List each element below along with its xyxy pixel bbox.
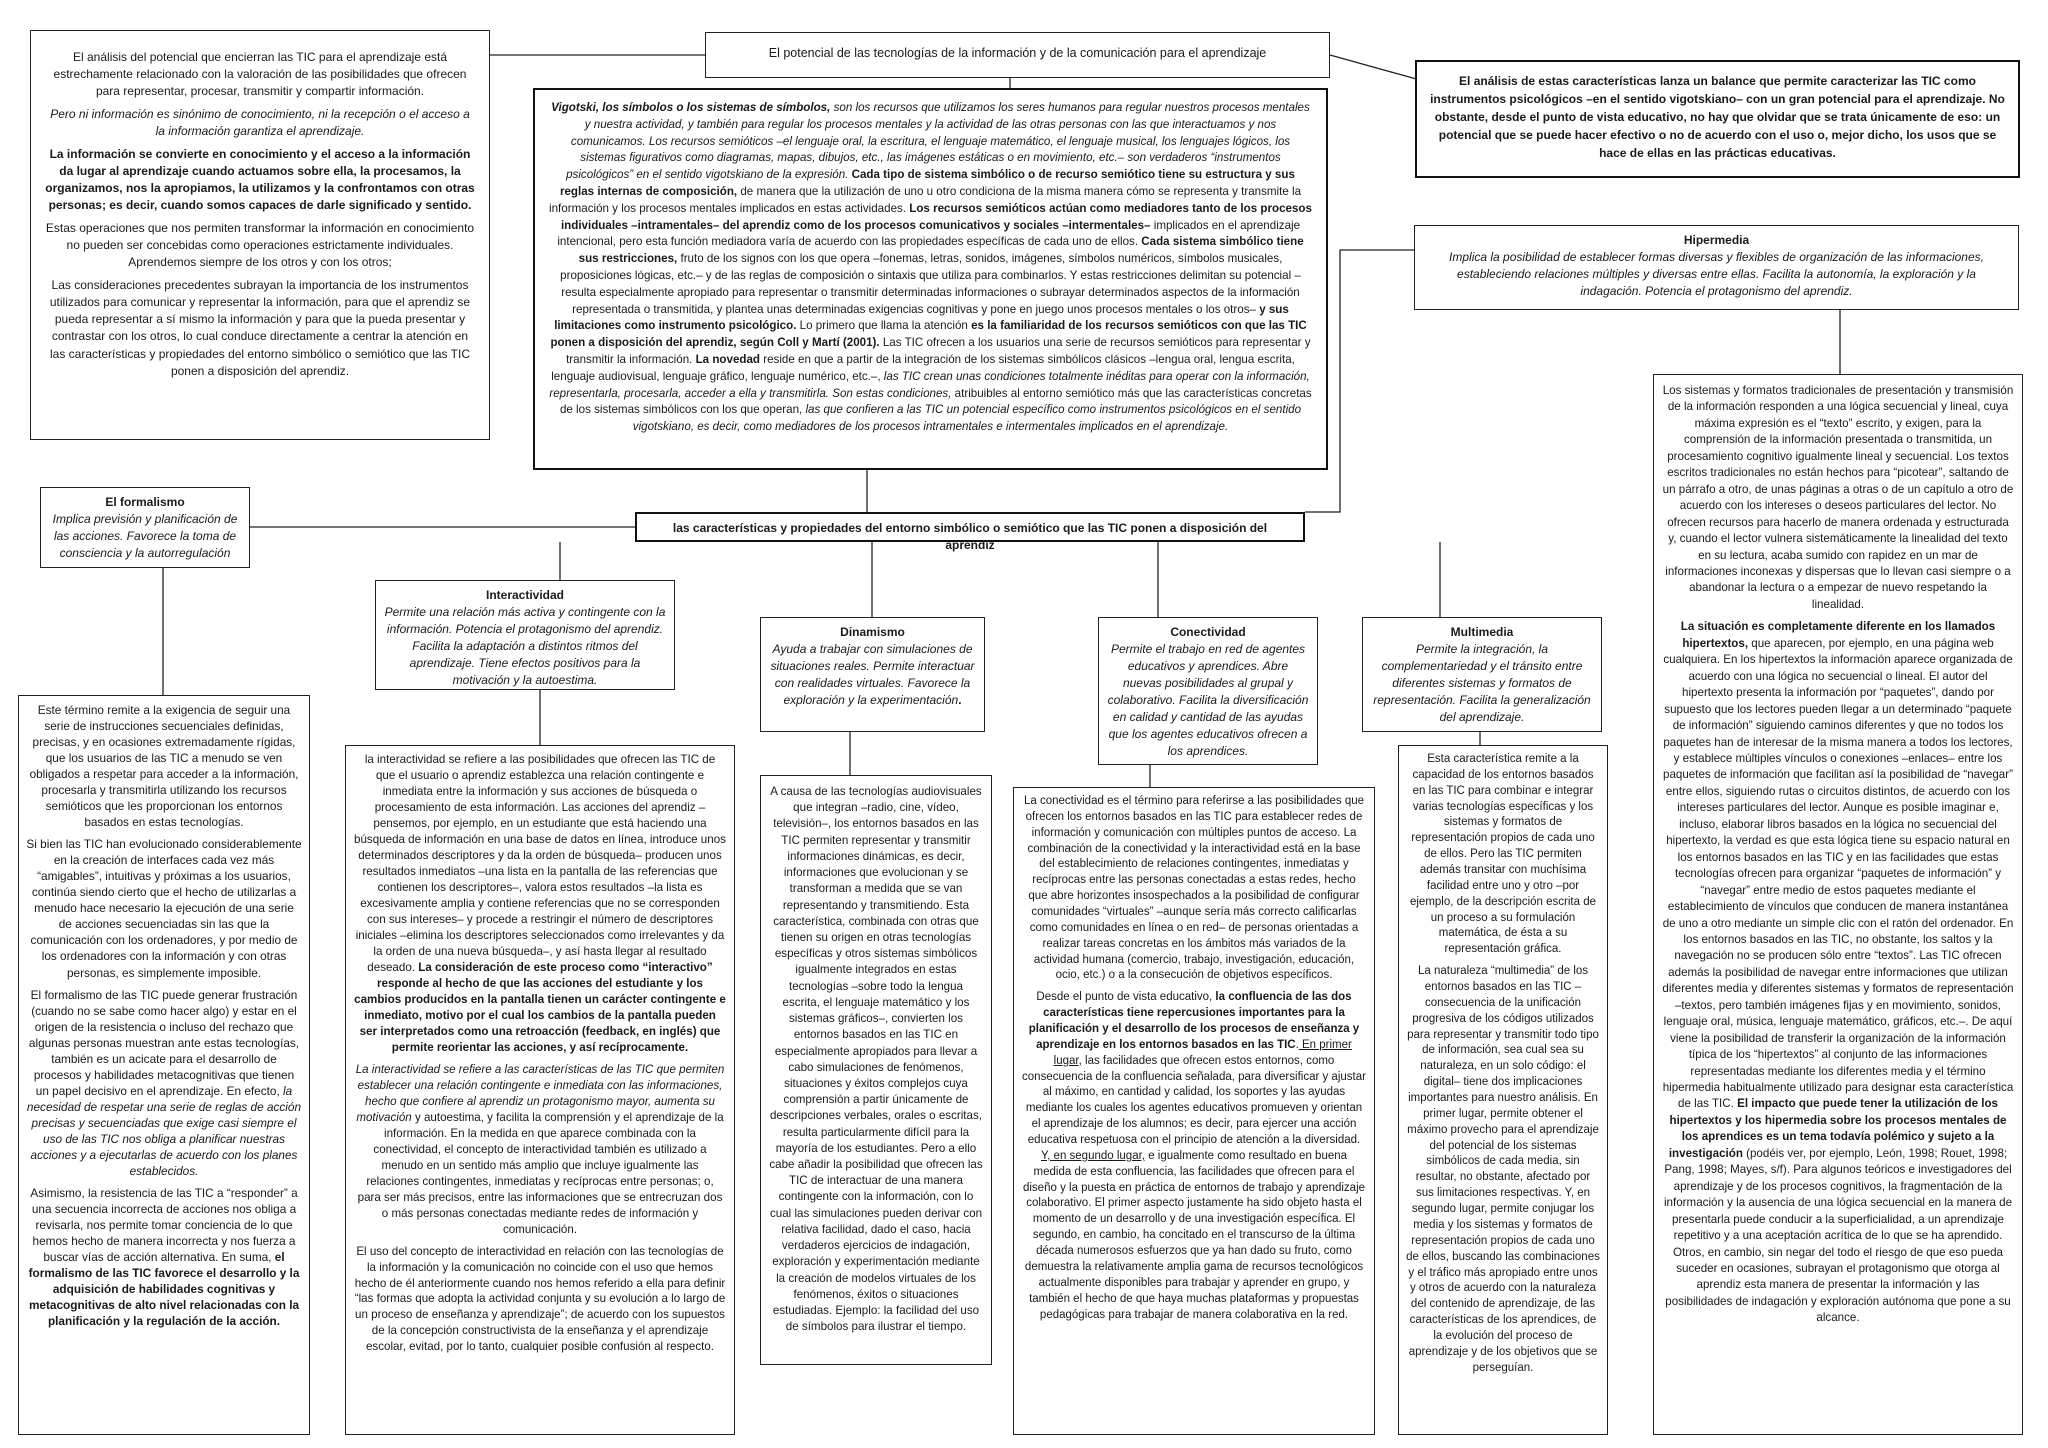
interactividad-header-box: [375, 580, 675, 690]
hipermedia-body-box: [1653, 374, 2023, 1435]
central-node-box: [635, 512, 1305, 553]
conectividad-d: .: [1295, 1038, 1299, 1051]
left-intro-box: [30, 30, 490, 440]
conectividad-title: Conectividad: [1170, 625, 1246, 639]
vigotski-s16: atribuibles al entorno semiótico más que las características concretas de los sistemas simbólicos con los que operan,: [559, 386, 1312, 417]
formalismo-f: el formalismo de las TIC favorece el desarrollo y la adquisición de habilidades cognitivas y metacognitivas de alto nivel relacionadas con la planificación y la regulación de la acción.: [28, 1250, 300, 1329]
interactividad-body-box: [345, 745, 735, 1435]
conectividad-header-box: [1098, 617, 1318, 765]
dinamismo-dot: .: [958, 693, 962, 708]
vigotski-s13: La novedad: [692, 352, 761, 366]
hipermedia-c: que aparecen, por ejemplo, en una página web cualquiera. En los hipertextos la información aparece organizada de acuerdo con una lógica no secuencial o lineal. El autor del hipertexto presenta la información por “paquetes”, dando por supuesto que los lectores pueden llegar a un determinado “paquete de información” siguiendo caminos diferentes y que no todos los paquetes han de interesar de la misma manera a todos los lectores, y establece múltiples vínculos o conexiones –enlaces– entre los paquetes de información que facilitan así la posibilidad de “navegar” entre ellos, siguiendo rutas o circuitos distintos, de acuerdo con los intereses particulares del lector. Aunque es posible imaginar e, incluso, elaborar libros basados en la lógica no secuencial del hipertexto, la verdad es que esta lógica tiene su espacio natural en los entornos basados en las TIC y en las facilidades que estas tecnologías ofrecen para organizar “paquetes de información” y “navegar” entre medio de estos paquetes mediante el establecimiento de vínculos que conducen de manera instantánea de uno a otro mediante un simple clic con el ratón del ordenador. En los entornos basados en las TIC, no obstante, los saltos y la navegación no se producen sólo entre “textos”. Las TIC ofrecen además la posibilidad de navegar entre informaciones que utilizan diferentes media y diferentes sistemas y formatos de representación –textos, pero también imágenes fijas y en movimiento, sonidos, lenguaje oral, música, lenguaje matemático, gráficos, etc.–. De aquí viene la posibilidad de transferir la organización de la información típica de los “hipertextos” al conjunto de las informaciones representadas mediante los diferentes media y el término hipermedia habitualmente utilizado para designar esta característica de las TIC.: [1662, 636, 2014, 1111]
formalismo-title: El formalismo: [105, 495, 185, 509]
vigotski-s12: Las TIC ofrecen a los usuarios una serie de recursos semióticos para representar y transmitir la información.: [566, 336, 1311, 366]
multimedia-b: La naturaleza “multimedia” de los entornos basados en las TIC –consecuencia de la unificación progresiva de los códigos utilizados para representar y transmitir todo tipo de información, sea cual sea su naturaleza, en un solo código: el digital– tiene dos implicaciones importantes para nuestro análisis. En primer lugar, permite obtener el máximo provecho para el aprendizaje del potencial de los sistemas simbólicos de cada media, sin resultar, no obstante, afectado por sus limitaciones respectivas. Y, en segundo lugar, permite conjugar los media y los sistemas y formatos de representación propios de cada uno de ellos, buscando las combinaciones y el tráfico más apropiado entre unos y otros de acuerdo con la naturaleza del contenido de aprendizaje, de las características de los aprendices, de la evolución del proceso de aprendizaje y de los objetivos que se perseguían.: [1406, 965, 1600, 1374]
conectividad-b: Desde el punto de vista educativo,: [1036, 991, 1213, 1004]
interactividad-c: La interactividad se refiere a las características de las TIC que permiten establecer una relación contingente e inmediata con las informaciones, hecho que confiere al aprendiz un protagonismo mayor, aumenta su motivación: [355, 1062, 725, 1124]
dinamismo-header-box: [760, 617, 985, 732]
central-node-text: las características y propiedades del entorno simbólico o semiótico que las TIC ponen a disposición del aprendiz: [672, 521, 1268, 553]
dinamismo-body-text: A causa de las tecnologías audiovisuales que integran –radio, cine, vídeo, televisión–, los entornos basados en las TIC permiten representar y transmitir informaciones dinámicas, es decir, informaciones que evolucionan y se transforman a medida que se van representando y transmitiendo. Esta característica, combinada con otras que tienen su origen en otras tecnologías específicas y otros sistemas simbólicos igualmente integrados en estas tecnologías –sobre todo la lengua escrita, el lenguaje matemático y los sistemas gráficos–, convierten los entornos basados en las TIC en especialmente apropiados para llevar a cabo simulaciones de fenómenos, situaciones y éxitos complejos cuya comprensión a partir únicamente de descripciones verbales, orales o escritas, resulta particularmente difícil para la mayoría de los estudiantes. Pero a ello cabe añadir la posibilidad que ofrecen las TIC de interactuar de una manera contingente con la información, con lo cual las simulaciones pueden derivar con relativa facilidad, dado el caso, hacia verdaderos ejercicios de indagación, exploración y experimentación mediante la creación de modelos virtuales de los fenómenos, éxitos o situaciones estudiadas. Ejemplo: la facilidad del uso de símbolos para ilustrar el tiempo.: [769, 785, 983, 1334]
vigotski-s10: Lo primero que llama la atención: [796, 319, 968, 333]
conectividad-g: Y, en segundo lugar,: [1040, 1149, 1145, 1162]
intro-p5: Las consideraciones precedentes subrayan la importancia de los instrumentos utilizados para comunicar y representar la información, para que el aprendiz se pueda representar a sí mismo la información y para que la pueda presentar y contrastar con los otros, lo cual conduce directamente a centrar la atención en las características y propiedades del entorno simbólico o semiótico que las TIC ponen a disposición del aprendiz.: [49, 278, 471, 378]
hipermedia-d: El impacto que puede tener la utilización de los hipertextos y los hipermedia sobre los procesos mentales de los aprendices es un tema todavía polémico y sujeto a la investigación: [1668, 1097, 2007, 1160]
conectividad-a: La conectividad es el término para referirse a las posibilidades que ofrecen los entornos basados en las TIC para establecer redes de información y comunicación con múltiples puntos de acceso. La combinación de la conectividad y la interactividad está en la base del establecimiento de relaciones contingentes, inmediatas y recíprocas entre las personas conectadas a estas redes, hecho que abre horizontes insospechados a la posibilidad de configurar comunidades “virtuales” –aunque sería más correcto calificarlas como comunidades en línea o en red– de personas orientadas a realizar tareas concretas en los ámbitos más variados de la actividad humana (comercio, trabajo, investigación, educación, ocio, etc.) o a la consecución de objetivos específicos.: [1023, 795, 1365, 982]
formalismo-body-box: [18, 695, 310, 1435]
dinamismo-desc: Ayuda a trabajar con simulaciones de situaciones reales. Permite interactuar con realidades virtuales. Favorece la exploración y la experimentación: [770, 642, 975, 708]
multimedia-desc: Permite la integración, la complementariedad y el tránsito entre diferentes sistemas y formatos de representación. Facilita la generalización del aprendizaje.: [1373, 642, 1591, 725]
formalismo-c: El formalismo de las TIC puede generar frustración (cuando no se sabe como hacer algo) y estar en el origen de la resistencia o incluso del rechazo que algunas personas muestran ante estas tecnologías, también es un acicate para el desarrollo de procesos y habilidades metacognitivas que tienen un papel decisivo en el aprendizaje. En efecto,: [28, 987, 300, 1098]
conectividad-f: las facilidades que ofrecen estos entornos, como consecuencia de la confluencia señalada, para diversificar y ajustar al máximo, en cantidad y calidad, los soportes y las ayudas mediante los cuales los agentes educativos promueven y orientan el aprendizaje de los alumnos; es decir, para ejercer una acción educativa respetuosa con el principio de atención a la diversidad.: [1022, 1054, 1366, 1147]
vigotski-s5: Los recursos semióticos actúan como mediadores tanto de los procesos individuales –intramentales– del aprendiz como de los procesos comunicativos y sociales –intermentales–: [560, 201, 1312, 232]
vigotski-s1: Vigotski, los símbolos o los sistemas de símbolos,: [551, 101, 831, 114]
intro-p2: Pero ni información es sinónimo de conocimiento, ni la recepción o el acceso a la información garantiza el aprendizaje.: [50, 107, 470, 139]
vigotski-s7: Cada sistema simbólico tiene sus restricciones,: [578, 235, 1304, 266]
conectividad-c: la confluencia de las dos características tiene repercusiones importantes para la planificación y el desarrollo de los procesos de enseñanza y aprendizaje en los entornos basados en las TIC: [1028, 991, 1360, 1051]
hipermedia-desc: Implica la posibilidad de establecer formas diversas y flexibles de organización de las informaciones, estableciendo relaciones múltiples y diversas entre ellas. Facilita la autonomía, la exploración y la indagación. Potencia el protagonismo del aprendiz.: [1449, 250, 1984, 299]
interactividad-b: La consideración de este proceso como “interactivo” responde al hecho de que las acciones del estudiante y los cambios producidos en la pantalla tienen un carácter contingente e inmediato, motivo por el cual los cambios de la pantalla pueden ser interpretados como una retroacción (feedback, en inglés) que permite reorientar las acciones, y así recíprocamente.: [354, 960, 726, 1054]
hipermedia-b: La situación es completamente diferente en los llamados hipertextos,: [1680, 620, 1996, 650]
multimedia-body-box: [1398, 745, 1608, 1435]
multimedia-a: Esta característica remite a la capacidad de los entornos basados en las TIC para combinar e integrar varias tecnologías específicas y los sistemas y formatos de representación propios de cada uno de ellos. Pero las TIC permiten además transitar con muchísima facilidad entre uno y otro –por ejemplo, de la descripción escrita de un proceso a su formulación matemática, de ésta a su representación gráfica.: [1409, 753, 1597, 956]
conectividad-e: En primer lugar,: [1053, 1038, 1352, 1067]
intro-p4: Estas operaciones que nos permiten transformar la información en conocimiento no pueden ser concebidas como operaciones estrictamente individuales. Aprendemos siempre de los otros y con los otros;: [45, 221, 475, 270]
formalismo-header-box: [40, 487, 250, 568]
hipermedia-a: Los sistemas y formatos tradicionales de presentación y transmisión de la información responden a una lógica secuencial y lineal, cuya máxima expresión es el “texto” escrito, y exigen, para la comprensión de la información presentada o transmitida, un procesamiento cognitivo igualmente lineal y secuencial. Los textos escritos tradicionales no están hechos para “picotear”, saltando de un párrafo a otro, de unas páginas a otras o de un capítulo a otro de acuerdo con los intereses o deseos particulares del lector. No ofrecen recursos para hacerlo de manera ordenada y estructurada y, cuando el lector vulnera sistemáticamente la linealidad del texto en su lectura, acaba sumido con rapidez en un mar de informaciones inconexas y dispersas que lo llevan casi siempre o a abandonar la lectura o a empezar de nuevo respetando la linealidad.: [1662, 384, 2014, 611]
vigotski-s8: fruto de los signos con los que opera –fonemas, letras, sonidos, imágenes, símbolos numéricos, símbolos musicales, proposiciones lógicas, etc.– y de las reglas de composición o sintaxis que utiliza para combinarlos. Y estas restricciones delimitan su potencial –resulta especialmente apropiado para representar o transmitir determinadas informaciones o subrayar determinados aspectos de la información representada o transmitida, y plantea unas determinadas exigencias cognitivas y pone en juego unos procesos mentales o los otros–: [560, 252, 1301, 316]
formalismo-a: Este término remite a la exigencia de seguir una serie de instrucciones secuenciales definidas, precisas, y en ocasiones extremadamente rígidas, que los usuarios de las TIC a menudo se ven obligados a respetar para acceder a la información, procesarla y transmitirla utilizando los recursos semióticos que les proporcionan los entornos basados en estas tecnologías.: [29, 703, 299, 830]
intro-p3: La información se convierte en conocimiento y el acceso a la información da lugar al aprendizaje cuando actuamos sobre ella, la procesamos, la organizamos, nos la apropiamos, la utilizamos y la confrontamos con otras personas; es decir, cuando somos capaces de darle significado y sentido.: [45, 147, 475, 213]
multimedia-title: Multimedia: [1450, 625, 1514, 639]
main-title-box: [705, 32, 1330, 78]
hipermedia-title: Hipermedia: [1683, 233, 1750, 247]
formalismo-b: Si bien las TIC han evolucionado considerablemente en la creación de interfaces cada vez más “amigables”, intuitivas y próximas a los usuarios, continúa siendo cierto que el hecho de utilizarlas a menudo hace necesario la ejecución de una serie de acciones secuenciadas sin las que la comunicación con los ordenadores, y por medio de los ordenadores con la información y con otras personas, es simplemente imposible.: [26, 837, 302, 980]
interactividad-desc: Permite una relación más activa y contingente con la información. Potencia el protagonismo del aprendiz. Facilita la adaptación a distintos ritmos del aprendizaje. Tiene efectos positivos para la motivación y la autoestima.: [384, 605, 666, 688]
vigotski-s9: y sus limitaciones como instrumento psicológico.: [554, 302, 1289, 333]
formalismo-desc: Implica previsión y planificación de las acciones. Favorece la toma de consciencia y la autorregulación: [52, 512, 238, 561]
conectividad-h: e igualmente como resultado en buena medida de esta confluencia, las facilidades que ofrecen para el diseño y la puesta en práctica de entornos de trabajo y aprendizaje colaborativo. El primer aspecto justamente ha sido objeto hasta el momento de un desarrollo y de una investigación específica. El segundo, en cambio, ha concitado en el transcurso de la última década numerosos esfuerzos que ya han dado su fruto, como demuestra la relativamente amplia gama de recursos tecnológicos actualmente disponibles para trabajar y aprender en grupo, y también el hecho de que haya muchas plataformas y propuestas pedagógicas para trabajar de manera colaborativa en la red.: [1022, 1149, 1366, 1321]
formalismo-e: Asimismo, la resistencia de las TIC a “responder” a una secuencia incorrecta de acciones nos obliga a revisarla, nos permite tomar conciencia de lo que hemos hecho de manera incorrecta y nos fuerza a buscar vías de acción alternativa. En suma,: [30, 1185, 298, 1265]
vigotski-s14: reside en que a partir de la integración de los sistemas simbólicos clásicos –lengua oral, lengua escrita, lenguaje audiovisual, lenguaje gráfico, lenguaje numérico, etc.–,: [551, 352, 1295, 383]
vigotski-s4: de manera que la utilización de uno u otro condiciona de la misma manera cómo se representa y transmite la información y los procesos mentales implicados en estas actividades.: [549, 184, 1302, 215]
vigotski-s2: son los recursos que utilizamos los seres humanos para regular nuestros procesos mentales y nuestra actividad, y también para regular los procesos mentales y la actividad de las otras personas con las que interactuamos y nos comunicamos. Los recursos semióticos –el lenguaje oral, la escritura, el lenguaje matemático, el lenguaje musical, los lenguajes lógicos, los sistemas figurativos como diagramas, mapas, dibujos, etc., las imágenes estáticas o en movimiento, etc.– son verdaderos “instrumentos psicológicos” en el sentido vigotskiano de la expresión.: [566, 101, 1310, 182]
right-summary-text: El análisis de estas características lanza un balance que permite caracterizar las TIC como instrumentos psicológicos –en el sentido vigotskiano– con un gran potencial para el aprendizaje. No obstante, desde el punto de vista educativo, no hay que olvidar que se trata únicamente de eso: un potencial que se puede hacer efectivo o no de acuerdo con el uso o, mejor dicho, los usos que se hace de ellas en las prácticas educativas.: [1430, 74, 2005, 160]
vigotski-s15: las TIC crean unas condiciones totalmente inéditas para operar con la información, representarla, procesarla, acceder a ella y transmitirla. Son estas condiciones,: [549, 369, 1310, 400]
dinamismo-title: Dinamismo: [840, 625, 905, 639]
conectividad-desc: Permite el trabajo en red de agentes educativos y aprendices. Abre nuevas posibilidades al grupal y colaborativo. Facilita la diversificación en calidad y cantidad de las ayudas que los agentes educativos ofrecen a los aprendices.: [1107, 642, 1309, 759]
main-title: El potencial de las tecnologías de la información y de la comunicación para el aprendizaje: [768, 46, 1267, 60]
vigotski-s6: implicados en el aprendizaje intencional, pero esta función mediadora varía de acuerdo con las propiedades específicas de cada uno de ellos.: [557, 218, 1301, 249]
vigotski-box: [533, 88, 1328, 470]
interactividad-e: El uso del concepto de interactividad en relación con las tecnologías de la información y la comunicación no coincide con el uso que hemos hecho de él anteriormente cuando nos hemos referido a ella para definir “las formas que adopta la actividad conjunta y su evolución a lo largo de un proceso de enseñanza y aprendizaje”; de acuerdo con los supuestos de la concepción constructivista de la enseñanza y el aprendizaje escolar, evitad, por lo tanto, cualquier posible confusión al respecto.: [354, 1244, 726, 1354]
hipermedia-header-box: [1414, 225, 2019, 310]
hipermedia-e: (podéis ver, por ejemplo, León, 1998; Rouet, 1998; Pang, 1998; Mayes, s/f). Para algunos teóricos e investigadores del aprendizaje y de los procesos cognitivos, la fragmentación de la información y la ausencia de una lógica secuencial en la manera de presentarla puede conducir a la superficialidad, a un aprendizaje repetitivo y a una aceptación acrítica de lo que se ha aprendido. Otros, en cambio, sin negar del todo el riesgo de que eso pueda suceder en ocasiones, subrayan el protagonismo que otorga al aprendiz esta manera de presentar la información y las posibilidades de indagación y exploración autónoma que pone a su alcance.: [1663, 1146, 2013, 1325]
interactividad-title: Interactividad: [485, 588, 565, 602]
multimedia-header-box: [1362, 617, 1602, 732]
dinamismo-body-box: [760, 775, 992, 1365]
connector-title-right: [1330, 55, 1420, 80]
vigotski-s17: las que confieren a las TIC un potencial específico como instrumentos psicológicos en el sentido vigotskiano, es decir, como mediadores de los procesos intramentales e intermentales implicados en el aprendizaje.: [632, 403, 1302, 434]
right-summary-box: [1415, 60, 2020, 178]
interactividad-a: la interactividad se refiere a las posibilidades que ofrecen las TIC de que el usuario o aprendiz establezca una relación contingente e inmediata entre la información y sus acciones de búsqueda o procesamiento de esta información. Las acciones del aprendiz –pensemos, por ejemplo, en un estudiante que está haciendo una búsqueda de información en una base de datos en línea, introduce unos determinados descriptores y da la orden de búsqueda– producen unos resultados inmediatos –una lista en la pantalla de las referencias que contienen los descriptores–, valora estos resultados –la lista es excesivamente amplia y contiene referencias que no se corresponden con sus intereses– y procede a restringir el número de descriptores iniciales –elimina los descriptores seleccionados como irrelevantes y da la orden de una nueva búsqueda–, y así hasta llegar al resultado deseado.: [354, 753, 726, 974]
vigotski-s11: es la familiaridad de los recursos semióticos con que las TIC ponen a disposición del aprendiz, según Coll y Martí (2001).: [550, 319, 1307, 350]
interactividad-d: y autoestima, y facilita la comprensión y el aprendizaje de la información. En la medida en que aparece combinada con la conectividad, el concepto de interactividad también es utilizado a menudo en un sentido más amplio que incluye igualmente las relaciones contingentes, inmediatas y recíprocas entre personas; o, para ser más precisos, entre las informaciones que se entrecruzan dos o más personas conectadas mediante redes de información y comunicación.: [357, 1110, 724, 1236]
intro-p1: El análisis del potencial que encierran las TIC para el aprendizaje está estrechamente relacionado con la valoración de las posibilidades que ofrecen para representar, procesar, transmitir y compartir información.: [53, 50, 467, 99]
vigotski-s3: Cada tipo de sistema simbólico o de recurso semiótico tiene su estructura y sus reglas internas de composición,: [559, 168, 1295, 198]
conectividad-body-box: [1013, 787, 1375, 1435]
formalismo-d: la necesidad de respetar una serie de reglas de acción precisas y secuenciadas que exige casi siempre el uso de las TIC nos obliga a planificar nuestras acciones y a ejecutarlas de acuerdo con los planes establecidos.: [26, 1083, 302, 1178]
